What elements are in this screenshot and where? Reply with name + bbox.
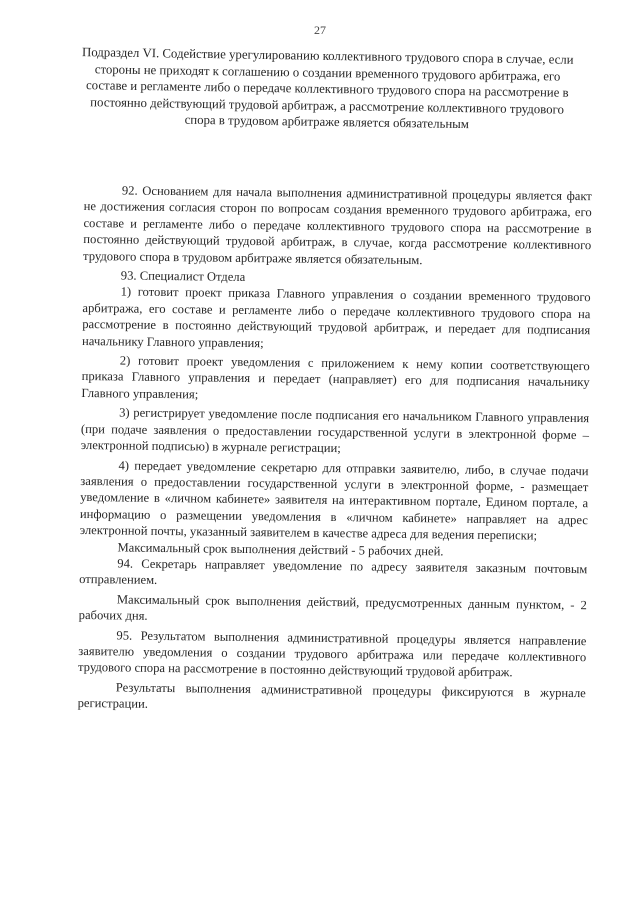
paragraph-95: 95. Результатом выполнения административной процедуры является направление заявителю уведомления о создании трудового арбитража или передаче коллективного трудового спора на рассмотрение в постоянно действующий трудовой арбитраж. (77, 627, 587, 680)
paragraph-94: 94. Секретарь направляет уведомление по адресу заявителя заказным почтовым отправлением. (79, 556, 588, 588)
list-item-2: 2) готовит проект уведомления с приложением к нему копии соответствующего приказа Главного управления и передает (направляет) его для подписания начальнику Главного управления; (81, 353, 590, 402)
document-body (78, 182, 592, 718)
list-item-1: 1) готовит проект приказа Главного управления о создании временного трудового арбитража, его составе и регламенте либо о передаче коллективного трудового спора на рассмотрение в постоянно действующий трудовой арбитраж, и передает для подписания начальнику Главного управления; (81, 284, 591, 350)
page-number: 27 (314, 23, 326, 37)
max-time-5-days: Максимальный срок выполнения действий - 5 рабочих дней. (117, 539, 444, 558)
max-time-2-days: Максимальный срок выполнения действий, предусмотренных данным пунктом, - 2 рабочих дня. (78, 592, 587, 623)
section-heading: Подраздел VI. Содействие урегулированию коллективного трудового спора в случае, если стороны не приходят к соглашению о создании временного трудового арбитража, его составе и регламенте либо о передаче коллективного трудового спора на рассмотрение в постоянно действующий трудовой арбитраж, а рассмотрение коллективного трудового спора в трудовом арбитраже является обязательным (81, 45, 574, 132)
results-paragraph: Результаты выполнения административной процедуры фиксируются в журнале регистрации. (77, 680, 586, 712)
list-item-4: 4) передает уведомление секретарю для отправки заявителю, либо, в случае подачи заявления о предоставлении государственной услуги в электронной форме, - размещает уведомление в «личном кабинете» заявителя на интерактивном портале, Едином портале, а информацию о размещении уведомления в «личном кабинете» направляет на адрес электронной почты, указанный заявителем в качестве адреса для ведения переписки; (79, 457, 589, 543)
paragraph-93: 93. Специалист Отдела (120, 268, 246, 285)
list-item-3: 3) регистрирует уведомление после подписания его начальником Главного управления (при подаче заявления о предоставлении государственной услуги в электронной форме – электронной подписью) в журнале регистрации; (80, 405, 590, 456)
paragraph-92: 92. Основанием для начала выполнения административной процедуры является факт не достижения согласия сторон по вопросам создания временного трудового арбитража, его составе и регламенте либо о передаче коллективного трудового спора на рассмотрение в постоянно действующий трудовой арбитраж, в случае, когда рассмотрение коллективного трудового спора в трудовом арбитраже является обязательным. (83, 183, 592, 267)
